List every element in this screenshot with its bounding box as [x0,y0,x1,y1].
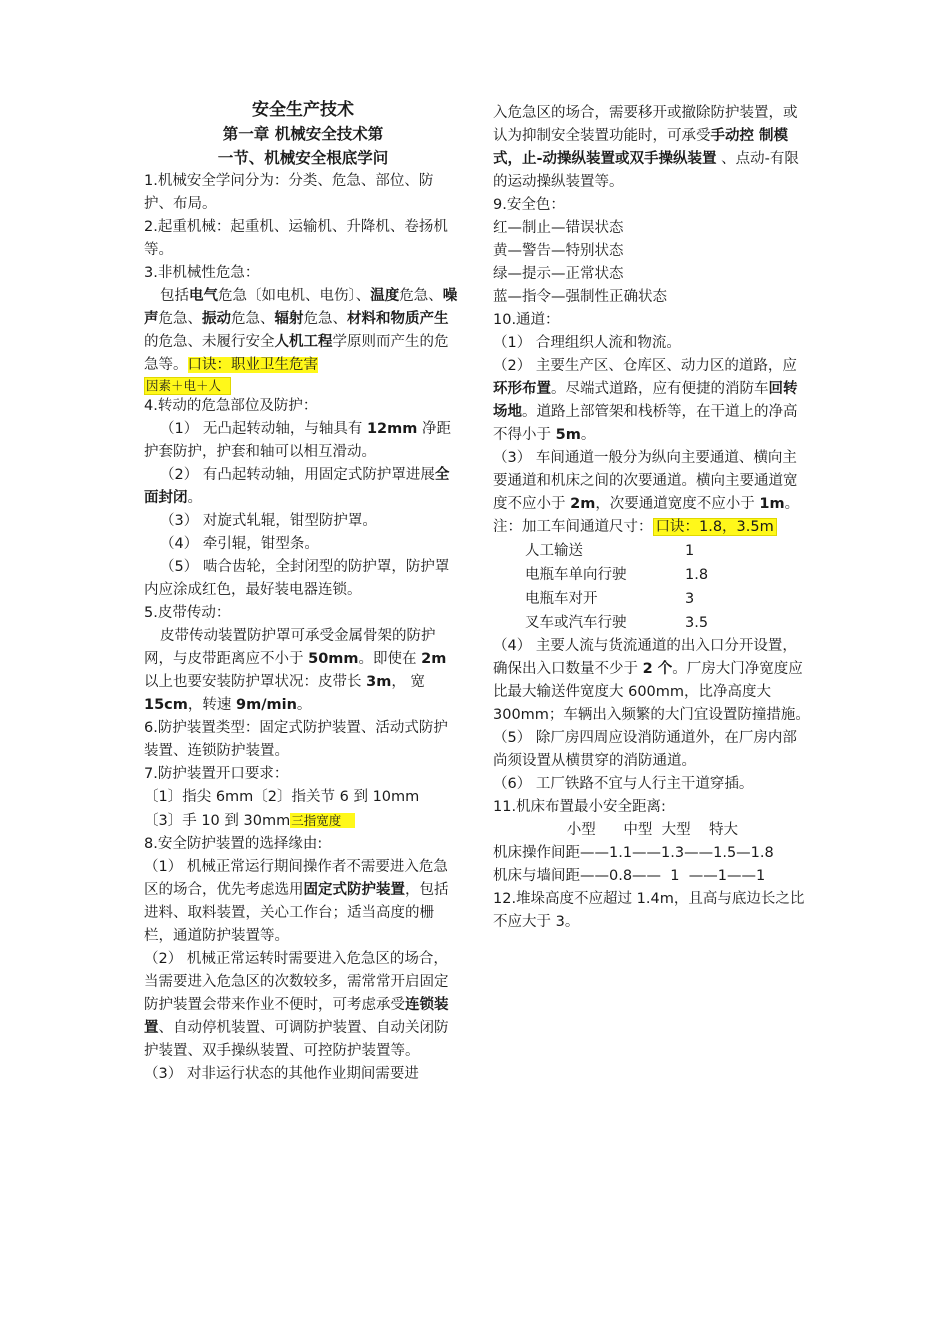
para-8-3-cont: 入危急区的场合，需要移开或撤除防护装置，或认为抑制安全装置功能时，可承受手动控 制模式，止-动操纵装置或双手操纵装置 、点动-有限的运动操纵装置等。 [493,105,799,190]
chapter-heading: 第一章 机械安全技术第 [222,125,384,143]
para-7-1: 〔1〕指尖 6mm〔2〕指关节 6 到 10mm [144,789,420,805]
mnemonic-note-2: 三指宽度 [290,813,355,828]
para-8-3: （3） 对非运行状态的其他作业期间需要进 [144,1066,419,1082]
para-10-3: （3） 车间通道一般分为纵向主要通道、横向主要通道和机床之间的次要通道。横向主要通道宽度不应小于 2m，次要通道宽度不应小于 1m。 [493,450,800,512]
section-heading: 一节、机械安全根底学问 [217,149,389,167]
aisle-row-name: 人工输送 [525,543,583,559]
para-10-4: （4） 主要人流与货流通道的出入口分开设置，确保出入口数量不少于 2 个。厂房大门净宽度应比最大输送件宽度大 600mm，比净高度大 300mm；车辆出入频繁的大门宜设置防撞措施。 [493,638,810,723]
para-1: 1.机械安全学问分为：分类、危急、部位、防护、布局。 [144,173,434,212]
para-8: 8.安全防护装置的选择缘由: [144,836,323,852]
aisle-row-name: 叉车或汽车行驶 [525,615,627,631]
mnemonic-note-1b: 因素＋电＋人 [144,377,231,395]
safety-color-yellow: 黄—警告—特别状态 [493,243,624,259]
para-4: 4.转动的危急部位及防护： [144,398,318,414]
para-10-6: （6） 工厂铁路不宜与人行主干道穿插。 [493,776,754,792]
para-10: 10.通道： [493,312,560,328]
para-5: 5.皮带传动： [144,605,231,621]
mnemonic-note-3: 口诀：1.8，3.5m [653,518,777,536]
para-11: 11.机床布置最小安全距离: [493,799,666,815]
aisle-row-value: 3 [685,591,695,607]
distance-row-operation: 机床操作间距——1.1——1.3——1.5—1.8 [493,845,774,861]
para-4-3: （3） 对旋式轧辊，钳型防护罩。 [160,513,377,529]
distance-header: 小型 中型 大型 特大 [493,822,739,838]
aisle-row-value: 1.8 [685,567,709,583]
para-2: 2.起重机械：起重机、运输机、升降机、卷扬机等。 [144,219,448,258]
aisle-row-value: 3.5 [685,615,709,631]
para-10-1: （1） 合理组织人流和物流。 [493,335,681,351]
aisle-row-value: 1 [685,543,695,559]
aisle-note: 注：加工车间通道尺寸： 口诀：1.8，3.5m [493,516,811,539]
para-10-5: （5） 除厂房四周应设消防通道外，在厂房内部尚须设置从横贯穿的消防通道。 [493,730,797,769]
para-12: 12.堆垛高度不应超过 1.4m，且高与底边长之比不应大于 3。 [493,891,805,930]
para-4-2: （2） 有凸起转动轴，用固定式防护罩进展全面封闭。 [144,467,450,506]
para-9: 9.安全色： [493,197,565,213]
para-3: 3.非机械性危急： [144,265,260,281]
para-5-body: 皮带传动装置防护罩可承受金属骨架的防护网，与皮带距离应不小于 50mm。即使在 2m 以上也要安装防护罩状况：皮带长 3m， 宽 15cm，转速 9m/min。 [144,628,447,713]
safety-color-red: 红—制止—错误状态 [493,220,624,236]
mnemonic-note-1b-wrap [144,377,462,395]
para-4-1: （1） 无凸起转动轴，与轴具有 12mm 净距护套防护，护套和轴可以相互滑动。 [144,421,451,460]
para-8-2: （2） 机械正常运转时需要进入危急区的场合，当需要进入危急区的次数较多，需常常开启固定防护装置会带来作业不便时，可考虑承受连锁装置、自动停机装置、可调防护装置、自动关闭防护装置、双手操纵装置、可控防护装置等。 [144,951,449,1059]
para-4-5: （5） 啮合齿轮，全封闭型的防护罩，防护罩内应涂成红色，最好装电器连锁。 [144,559,450,598]
aisle-row-name: 电瓶车对开 [525,591,598,607]
right-column [493,102,811,934]
mnemonic-note-1: 口诀：职业卫生危害 [187,357,318,373]
doc-title: 安全生产技术 [252,100,354,120]
para-3-body: 包括电气危急〔如电机、电伤〕、温度危急、噪声危急、振动危急、辐射危急、材料和物质产生的危急、未履行安全人机工程学原则而产生的危急等。口诀：职业卫生危害 [144,288,458,373]
left-column [144,98,462,1086]
para-10-2: （2） 主要生产区、仓库区、动力区的道路，应环形布置。尽端式道路，应有便捷的消防车回转场地。道路上部管架和栈桥等，在干道上的净高不得小于 5m。 [493,358,798,443]
safety-color-green: 绿—提示—正常状态 [493,266,624,282]
distance-row-wall: 机床与墙间距——0.8—— 1 ——1——1 [493,868,766,884]
para-4-4: （4） 牵引辊，钳型条。 [160,536,319,552]
aisle-table [493,539,811,635]
para-8-1: （1） 机械正常运行期间操作者不需要进入危急区的场合，优先考虑选用固定式防护装置，包括进料、取料装置，关心工作台；适当高度的栅栏，通道防护装置等。 [144,859,449,944]
aisle-row-name: 电瓶车单向行驶 [525,567,627,583]
safety-color-blue: 蓝—指令—强制性正确状态 [493,289,667,305]
para-7: 7.防护装置开口要求： [144,766,289,782]
para-7-2: 〔3〕手 10 到 30mm三指宽度 [144,809,462,833]
para-6: 6.防护装置类型：固定式防护装置、活动式防护装置、连锁防护装置。 [144,720,448,759]
